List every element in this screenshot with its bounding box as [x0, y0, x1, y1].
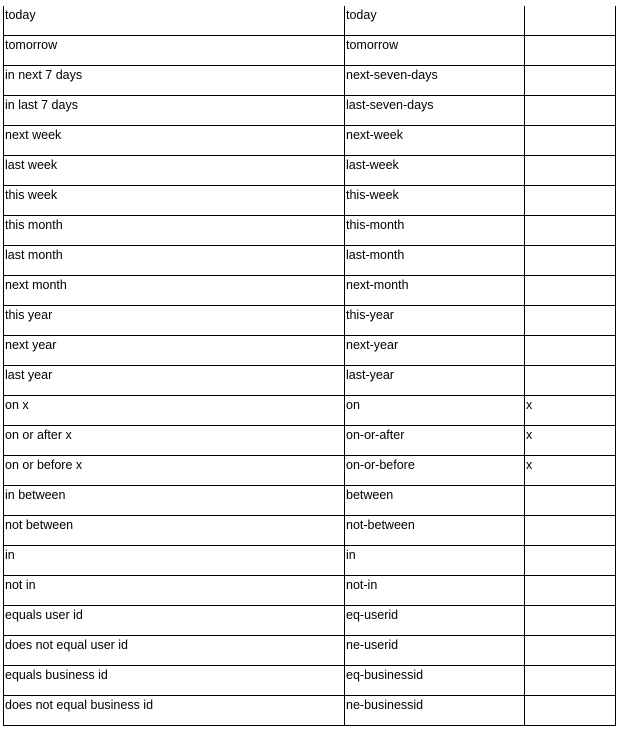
label-cell: last year: [4, 366, 345, 396]
operator-cell: last-year: [345, 366, 525, 396]
table-row: [4, 426, 616, 456]
operator-cell: this-week: [345, 186, 525, 216]
arg-cell: [525, 696, 616, 726]
table-row: [4, 66, 616, 96]
operator-cell: ne-businessid: [345, 696, 525, 726]
operator-cell: ne-userid: [345, 636, 525, 666]
table-row: [4, 546, 616, 576]
table-row: [4, 336, 616, 366]
table-row: [4, 576, 616, 606]
table-row: [4, 96, 616, 126]
label-cell: last month: [4, 246, 345, 276]
operator-cell: this-year: [345, 306, 525, 336]
label-cell: tomorrow: [4, 36, 345, 66]
label-cell: next year: [4, 336, 345, 366]
table-row: [4, 276, 616, 306]
label-cell: in: [4, 546, 345, 576]
table-row: [4, 156, 616, 186]
table-row: [4, 186, 616, 216]
label-cell: not between: [4, 516, 345, 546]
operator-cell: today: [345, 6, 525, 36]
operator-cell: next-year: [345, 336, 525, 366]
arg-cell: [525, 156, 616, 186]
arg-cell: [525, 186, 616, 216]
label-cell: in next 7 days: [4, 66, 345, 96]
operator-cell: on-or-before: [345, 456, 525, 486]
label-cell: equals user id: [4, 606, 345, 636]
operator-cell: next-month: [345, 276, 525, 306]
operator-cell: last-week: [345, 156, 525, 186]
table-row: [4, 246, 616, 276]
operator-cell: on-or-after: [345, 426, 525, 456]
arg-cell: [525, 336, 616, 366]
operator-cell: eq-businessid: [345, 666, 525, 696]
table-row: [4, 636, 616, 666]
arg-cell: x: [525, 396, 616, 426]
arg-cell: [525, 246, 616, 276]
arg-cell: [525, 216, 616, 246]
label-cell: this month: [4, 216, 345, 246]
operator-cell: not-in: [345, 576, 525, 606]
arg-cell: [525, 636, 616, 666]
arg-cell: [525, 306, 616, 336]
table-row: [4, 606, 616, 636]
label-cell: on x: [4, 396, 345, 426]
label-cell: next week: [4, 126, 345, 156]
label-cell: in last 7 days: [4, 96, 345, 126]
label-cell: this year: [4, 306, 345, 336]
table-row: [4, 396, 616, 426]
label-cell: in between: [4, 486, 345, 516]
operator-table: [3, 6, 616, 726]
table-row: [4, 456, 616, 486]
table-row: [4, 216, 616, 246]
arg-cell: [525, 606, 616, 636]
label-cell: does not equal business id: [4, 696, 345, 726]
operator-cell: next-week: [345, 126, 525, 156]
arg-cell: [525, 486, 616, 516]
operator-cell: last-seven-days: [345, 96, 525, 126]
operator-cell: on: [345, 396, 525, 426]
operator-cell: between: [345, 486, 525, 516]
table-row: [4, 366, 616, 396]
operator-cell: this-month: [345, 216, 525, 246]
operator-cell: last-month: [345, 246, 525, 276]
operator-cell: eq-userid: [345, 606, 525, 636]
label-cell: next month: [4, 276, 345, 306]
label-cell: last week: [4, 156, 345, 186]
label-cell: today: [4, 6, 345, 36]
arg-cell: [525, 36, 616, 66]
arg-cell: [525, 666, 616, 696]
arg-cell: x: [525, 426, 616, 456]
table-row: [4, 696, 616, 726]
arg-cell: [525, 546, 616, 576]
operator-cell: not-between: [345, 516, 525, 546]
table-row: [4, 6, 616, 36]
operator-cell: in: [345, 546, 525, 576]
label-cell: this week: [4, 186, 345, 216]
arg-cell: [525, 96, 616, 126]
table-row: [4, 126, 616, 156]
operator-cell: tomorrow: [345, 36, 525, 66]
arg-cell: [525, 516, 616, 546]
arg-cell: [525, 576, 616, 606]
table-row: [4, 666, 616, 696]
table-row: [4, 486, 616, 516]
label-cell: on or after x: [4, 426, 345, 456]
arg-cell: [525, 126, 616, 156]
operator-cell: next-seven-days: [345, 66, 525, 96]
table-row: [4, 36, 616, 66]
arg-cell: x: [525, 456, 616, 486]
label-cell: not in: [4, 576, 345, 606]
arg-cell: [525, 66, 616, 96]
label-cell: does not equal user id: [4, 636, 345, 666]
label-cell: on or before x: [4, 456, 345, 486]
arg-cell: [525, 276, 616, 306]
table-row: [4, 516, 616, 546]
table-row: [4, 306, 616, 336]
arg-cell: [525, 6, 616, 36]
arg-cell: [525, 366, 616, 396]
label-cell: equals business id: [4, 666, 345, 696]
